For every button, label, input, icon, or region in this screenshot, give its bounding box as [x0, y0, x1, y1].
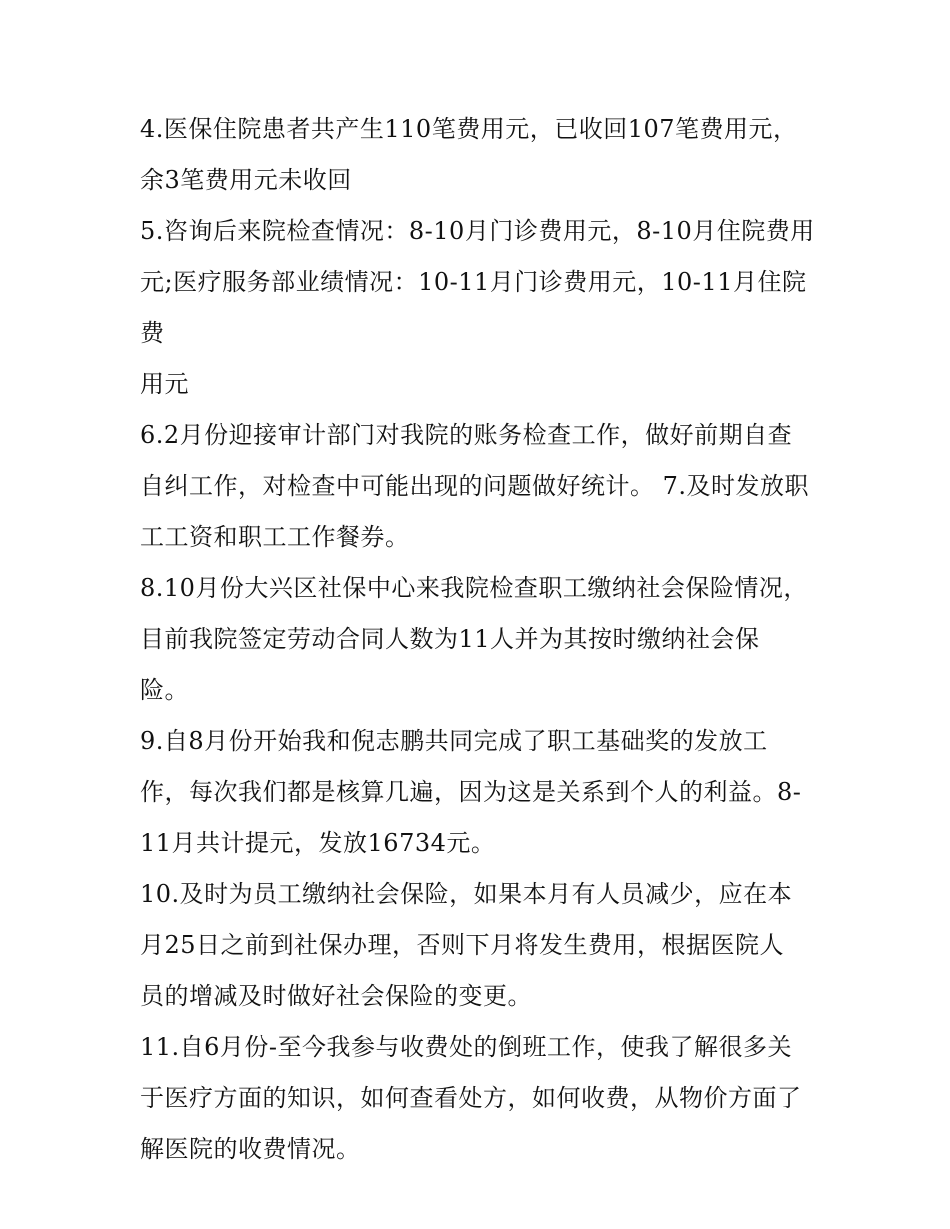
paragraph-item-9: 9.自8月份开始我和倪志鹏共同完成了职工基础奖的发放工 作，每次我们都是核算几遍，因为这是关系到个人的利益。8- 11月共计提元，发放16734元。 [140, 727, 802, 857]
paragraph-item-8: 8.10月份大兴区社保中心来我院检查职工缴纳社会保险情况， 目前我院签定劳动合同人数为11人并为其按时缴纳社会保 险。 [140, 574, 808, 704]
paragraph-item-5: 5.咨询后来院检查情况：8-10月门诊费用元，8-10月住院费用 元;医疗服务部业绩情况：10-11月门诊费用元，10-11月住院费 用元 [140, 217, 815, 398]
paragraph-item-10: 10.及时为员工缴纳社会保险，如果本月有人员减少，应在本 月25日之前到社保办理，否则下月将发生费用，根据医院人 员的增减及时做好社会保险的变更。 [140, 880, 793, 1010]
document-page [140, 104, 820, 1175]
paragraph-item-11: 11.自6月份-至今我参与收费处的倒班工作，使我了解很多关 于医疗方面的知识，如何查看处方，如何收费，从物价方面了 解医院的收费情况。 [140, 1033, 802, 1163]
paragraph-item-4: 4.医保住院患者共产生110笔费用元，已收回107笔费用元， 余3笔费用元未收回 [140, 115, 798, 194]
paragraph-item-6-7: 6.2月份迎接审计部门对我院的账务检查工作，做好前期自查 自纠工作，对检查中可能出现的问题做好统计。 7.及时发放职 工工资和职工工作餐券。 [140, 421, 810, 551]
